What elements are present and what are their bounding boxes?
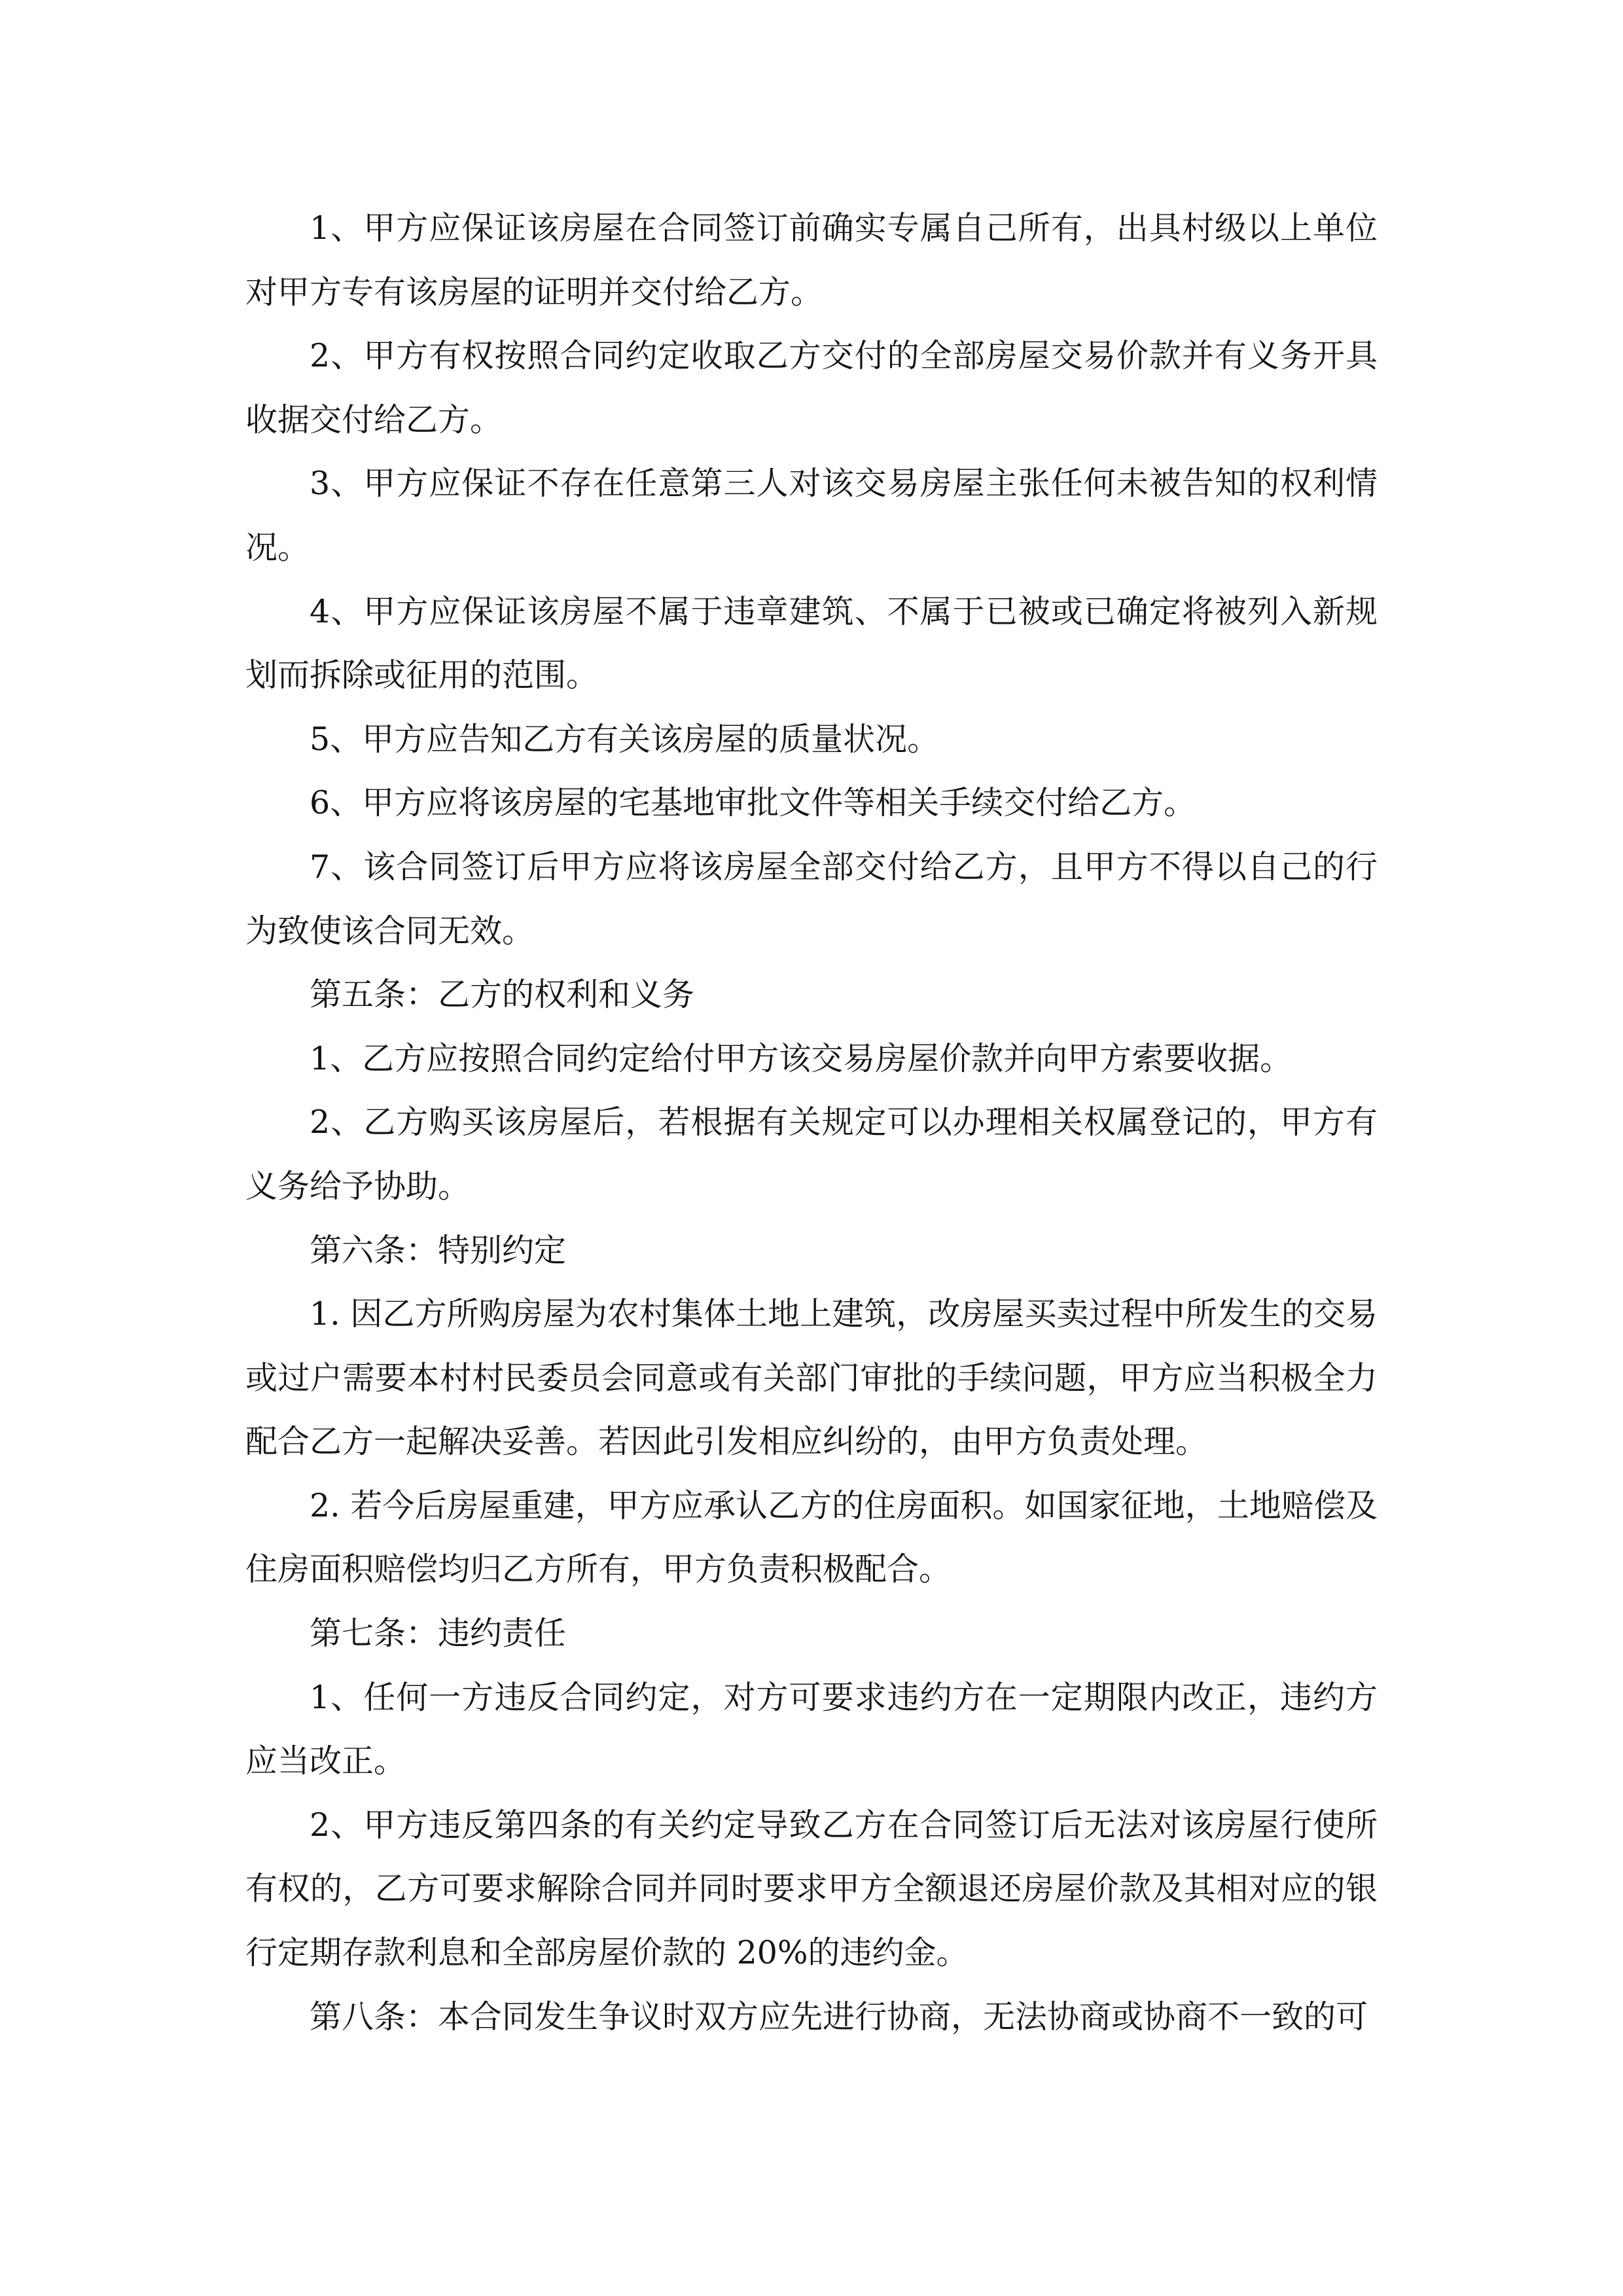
clause-6-heading: 第六条：特别约定 <box>310 1231 567 1269</box>
clause-4-item-5: 5、甲方应告知乙方有关该房屋的质量状况。 <box>310 720 940 758</box>
clause-7-item-2: 2、甲方违反第四条的有关约定导致乙方在合同签订后无法对该房屋行使所有权的，乙方可要求解除合同并同时要求甲方全额退还房屋价款及其相对应的银行定期存款利息和全部房屋价款的 20%的违约金。 <box>245 1806 1378 1972</box>
clause-4-item-6: 6、甲方应将该房屋的宅基地审批文件等相关手续交付给乙方。 <box>310 784 1196 822</box>
document-body <box>245 196 1378 2049</box>
clause-5-item-1: 1、乙方应按照合同约定给付甲方该交易房屋价款并向甲方索要收据。 <box>310 1039 1293 1077</box>
clause-7-item-1: 1、任何一方违反合同约定，对方可要求违约方在一定期限内改正，违约方应当改正。 <box>245 1678 1378 1780</box>
clause-5-heading: 第五条：乙方的权利和义务 <box>310 976 695 1014</box>
clause-8-text: 第八条：本合同发生争议时双方应先进行协商，无法协商或协商不一致的可 <box>310 1998 1368 2036</box>
clause-4-item-1: 1、甲方应保证该房屋在合同签订前确实专属自己所有，出具村级以上单位对甲方专有该房屋的证明并交付给乙方。 <box>245 209 1378 311</box>
clause-4-item-3: 3、甲方应保证不存在任意第三人对该交易房屋主张任何未被告知的权利情况。 <box>245 465 1378 566</box>
clause-6-item-2: 2. 若今后房屋重建，甲方应承认乙方的住房面积。如国家征地，土地赔偿及住房面积赔偿均归乙方所有，甲方负责积极配合。 <box>245 1486 1378 1588</box>
clause-4-item-2: 2、甲方有权按照合同约定收取乙方交付的全部房屋交易价款并有义务开具收据交付给乙方。 <box>245 337 1378 439</box>
clause-5-item-2: 2、乙方购买该房屋后，若根据有关规定可以办理相关权属登记的，甲方有义务给予协助。 <box>245 1103 1378 1205</box>
clause-6-item-1: 1. 因乙方所购房屋为农村集体土地上建筑，改房屋买卖过程中所发生的交易或过户需要本村村民委员会同意或有关部门审批的手续问题，甲方应当积极全力配合乙方一起解决妥善。若因此引发相应纠纷的，由甲方负责处理。 <box>245 1295 1378 1461</box>
clause-4-item-7: 7、该合同签订后甲方应将该房屋全部交付给乙方，且甲方不得以自己的行为致使该合同无效。 <box>245 848 1378 950</box>
clause-4-item-4: 4、甲方应保证该房屋不属于违章建筑、不属于已被或已确定将被列入新规划而拆除或征用的范围。 <box>245 592 1378 694</box>
clause-7-heading: 第七条：违约责任 <box>310 1615 567 1653</box>
